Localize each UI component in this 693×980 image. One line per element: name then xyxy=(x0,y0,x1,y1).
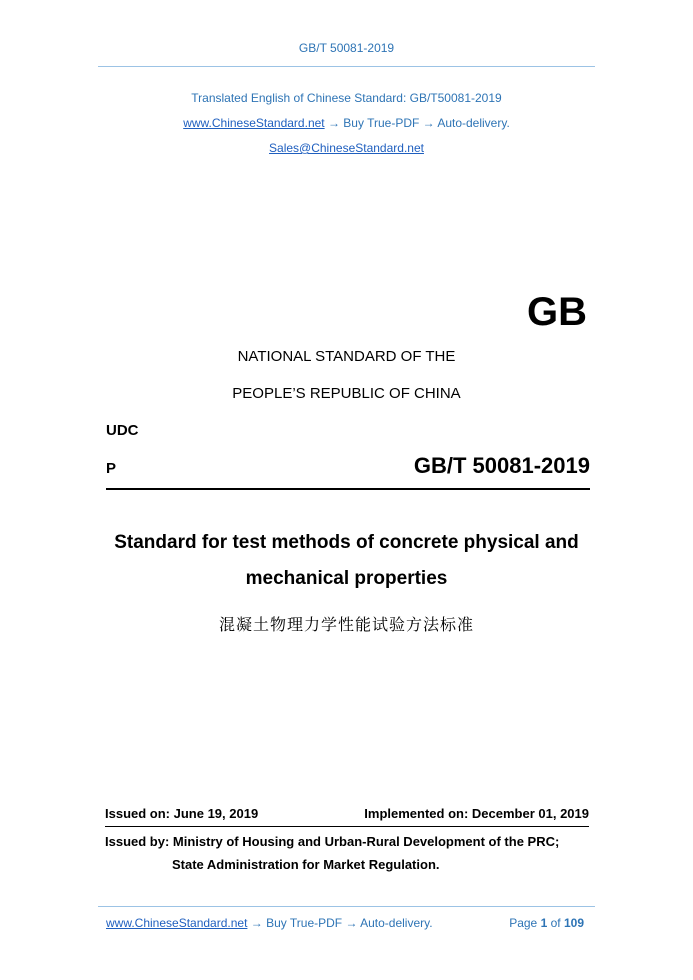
gb-mark: GB xyxy=(527,290,587,334)
issued-by: Issued by: Ministry of Housing and Urban-Rural Development of the PRC; xyxy=(105,834,560,849)
title-line2: mechanical properties xyxy=(245,568,448,589)
page-indicator xyxy=(509,916,584,930)
dates-divider xyxy=(105,826,589,827)
of-word: of xyxy=(550,916,561,930)
site-link[interactable]: www.ChineseStandard.net xyxy=(183,116,325,130)
translated-notice: Translated English of Chinese Standard: GB/T50081-2019 xyxy=(191,91,502,105)
total-pages: 109 xyxy=(563,916,584,930)
national-standard-line2: PEOPLE’S REPUBLIC OF CHINA xyxy=(232,385,461,402)
email-line xyxy=(0,141,693,155)
purchase-line xyxy=(0,116,693,130)
buy-text: → Buy True-PDF → Auto-delivery. xyxy=(324,116,510,130)
standard-number: GB/T 50081-2019 xyxy=(413,453,590,478)
sales-email-link[interactable]: Sales@ChineseStandard.net xyxy=(269,141,424,155)
page-number: 1 xyxy=(540,916,548,930)
header-divider xyxy=(98,66,595,67)
udc-label: UDC xyxy=(106,422,139,439)
page-word: Page xyxy=(509,916,538,930)
title-divider xyxy=(106,488,590,490)
footer-buy-text: → Buy True-PDF → Auto-delivery. xyxy=(247,916,433,930)
issued-by-continued: State Administration for Market Regulation. xyxy=(172,857,440,872)
footer-divider xyxy=(98,906,595,907)
footer-purchase-line xyxy=(106,916,433,930)
footer-site-link[interactable]: www.ChineseStandard.net xyxy=(106,916,248,930)
issued-on-date: Issued on: June 19, 2019 xyxy=(105,806,259,821)
national-standard-line1: NATIONAL STANDARD OF THE xyxy=(237,348,456,365)
chinese-title: 混凝土物理力学性能试验方法标准 xyxy=(218,615,474,634)
title-line1: Standard for test methods of concrete physical and xyxy=(114,532,579,553)
implemented-on-date: Implemented on: December 01, 2019 xyxy=(364,806,589,821)
p-label: P xyxy=(106,460,117,477)
header-standard-code: GB/T 50081-2019 xyxy=(298,41,395,55)
